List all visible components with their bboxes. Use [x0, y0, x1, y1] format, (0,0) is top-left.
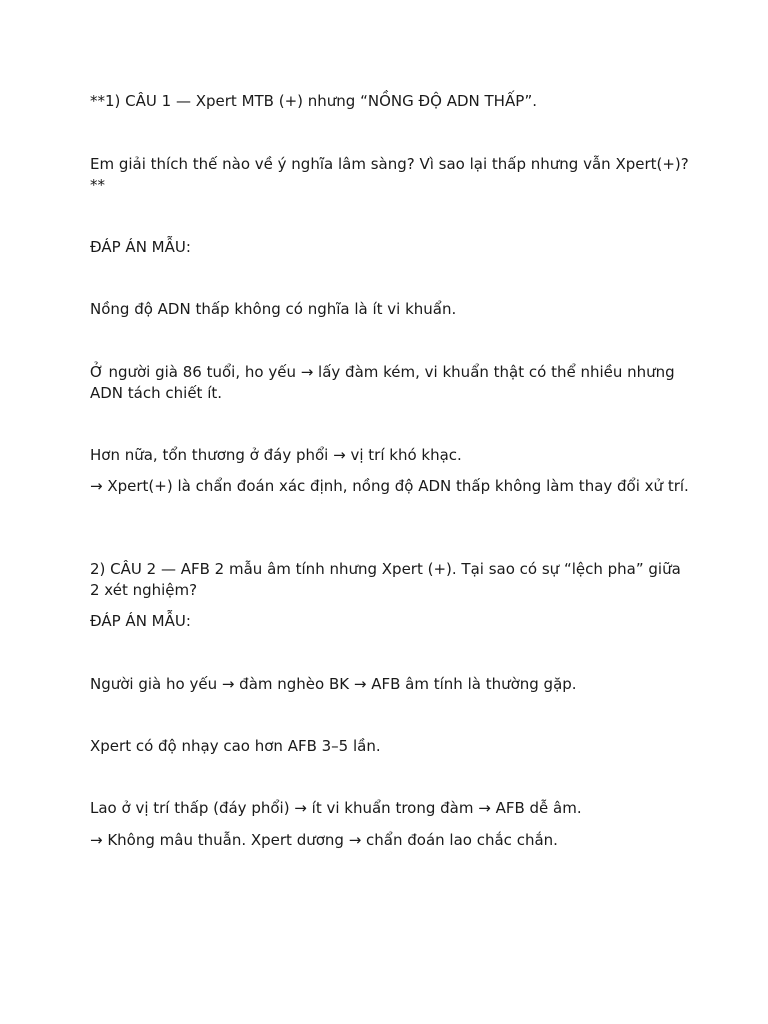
- answer-2-point-3: Lao ở vị trí thấp (đáy phổi) → ít vi khuẩn trong đàm → AFB dễ âm.: [90, 799, 582, 817]
- answer-1-conclusion: → Xpert(+) là chẩn đoán xác định, nồng độ ADN thấp không làm thay đổi xử trí.: [90, 477, 689, 495]
- question-2-heading: 2) CÂU 2 — AFB 2 mẫu âm tính nhưng Xpert (+). Tại sao có sự “lệch pha” giữa 2 xét nghiệm?: [90, 560, 681, 599]
- answer-1-label: ĐÁP ÁN MẪU:: [90, 238, 191, 256]
- answer-1-point-1: Nồng độ ADN thấp không có nghĩa là ít vi khuẩn.: [90, 300, 457, 318]
- answer-2-label: ĐÁP ÁN MẪU:: [90, 612, 191, 630]
- question-1-heading: **1) CÂU 1 — Xpert MTB (+) nhưng “NỒNG ĐỘ ADN THẤP”.: [90, 92, 538, 110]
- answer-2-point-2: Xpert có độ nhạy cao hơn AFB 3–5 lần.: [90, 737, 381, 755]
- answer-1-point-2: Ở người già 86 tuổi, ho yếu → lấy đàm kém, vi khuẩn thật có thể nhiều nhưng ADN tách chiết ít.: [90, 363, 675, 402]
- question-1-prompt: Em giải thích thế nào về ý nghĩa lâm sàng? Vì sao lại thấp nhưng vẫn Xpert(+)?**: [90, 155, 689, 194]
- answer-2-point-1: Người già ho yếu → đàm nghèo BK → AFB âm tính là thường gặp.: [90, 675, 577, 693]
- answer-2-conclusion: → Không mâu thuẫn. Xpert dương → chẩn đoán lao chắc chắn.: [90, 831, 558, 849]
- answer-1-point-3: Hơn nữa, tổn thương ở đáy phổi → vị trí khó khạc.: [90, 446, 462, 464]
